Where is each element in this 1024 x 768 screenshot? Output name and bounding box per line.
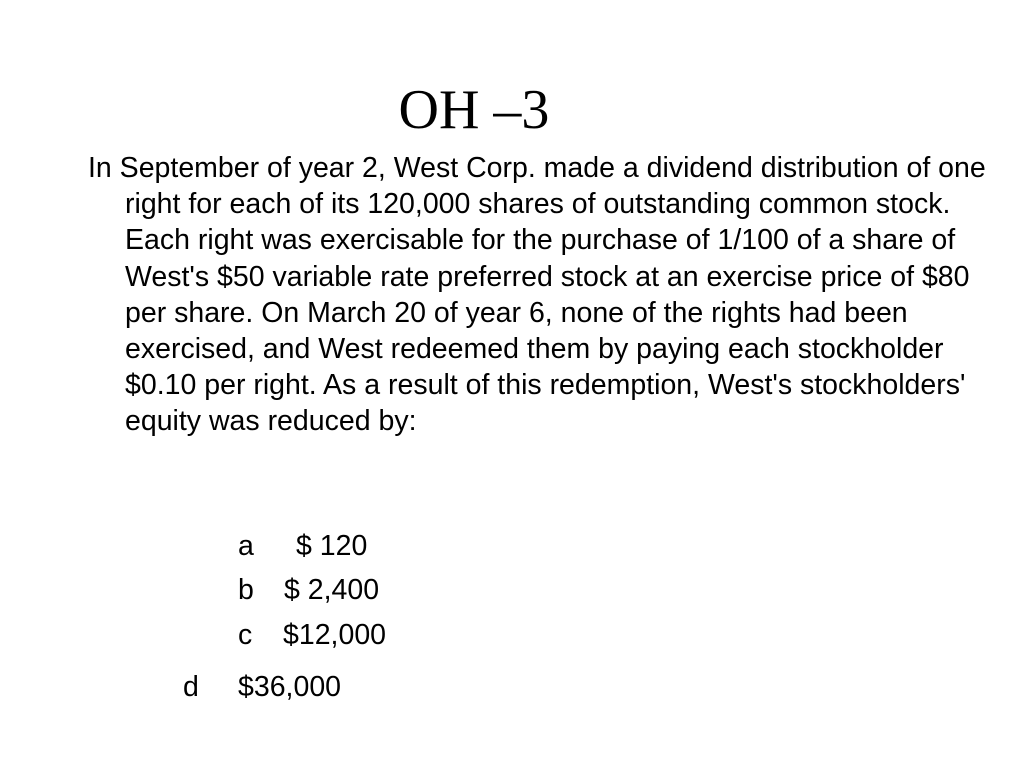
slide-title: OH –3 bbox=[398, 79, 550, 141]
answer-option-b bbox=[238, 572, 379, 608]
option-value: $36,000 bbox=[238, 671, 342, 703]
option-value: $ 120 bbox=[296, 530, 368, 562]
answer-option-a bbox=[238, 528, 367, 564]
question-text: In September of year 2, West Corp. made a dividend distribution of one right for each of its 120,000 shares of outstanding common stock. Each right was exercisable for the purchase of 1/100 of a share of West's $50 variable rate preferred stock at an exercise price of $80 per share. On March 20 of year 6, none of the rights had been exercised, and West redeemed them by paying each stockholder $0.10 per right. As a result of this redemption, West's stockholders' equity was reduced by: bbox=[88, 152, 986, 438]
option-value: $12,000 bbox=[283, 619, 387, 651]
option-letter: a bbox=[238, 530, 254, 562]
option-letter: d bbox=[183, 671, 199, 703]
option-letter: c bbox=[238, 619, 253, 651]
option-letter: b bbox=[238, 574, 254, 606]
option-value: $ 2,400 bbox=[284, 574, 380, 606]
answer-option-d bbox=[183, 669, 341, 705]
answer-option-c bbox=[238, 617, 386, 653]
